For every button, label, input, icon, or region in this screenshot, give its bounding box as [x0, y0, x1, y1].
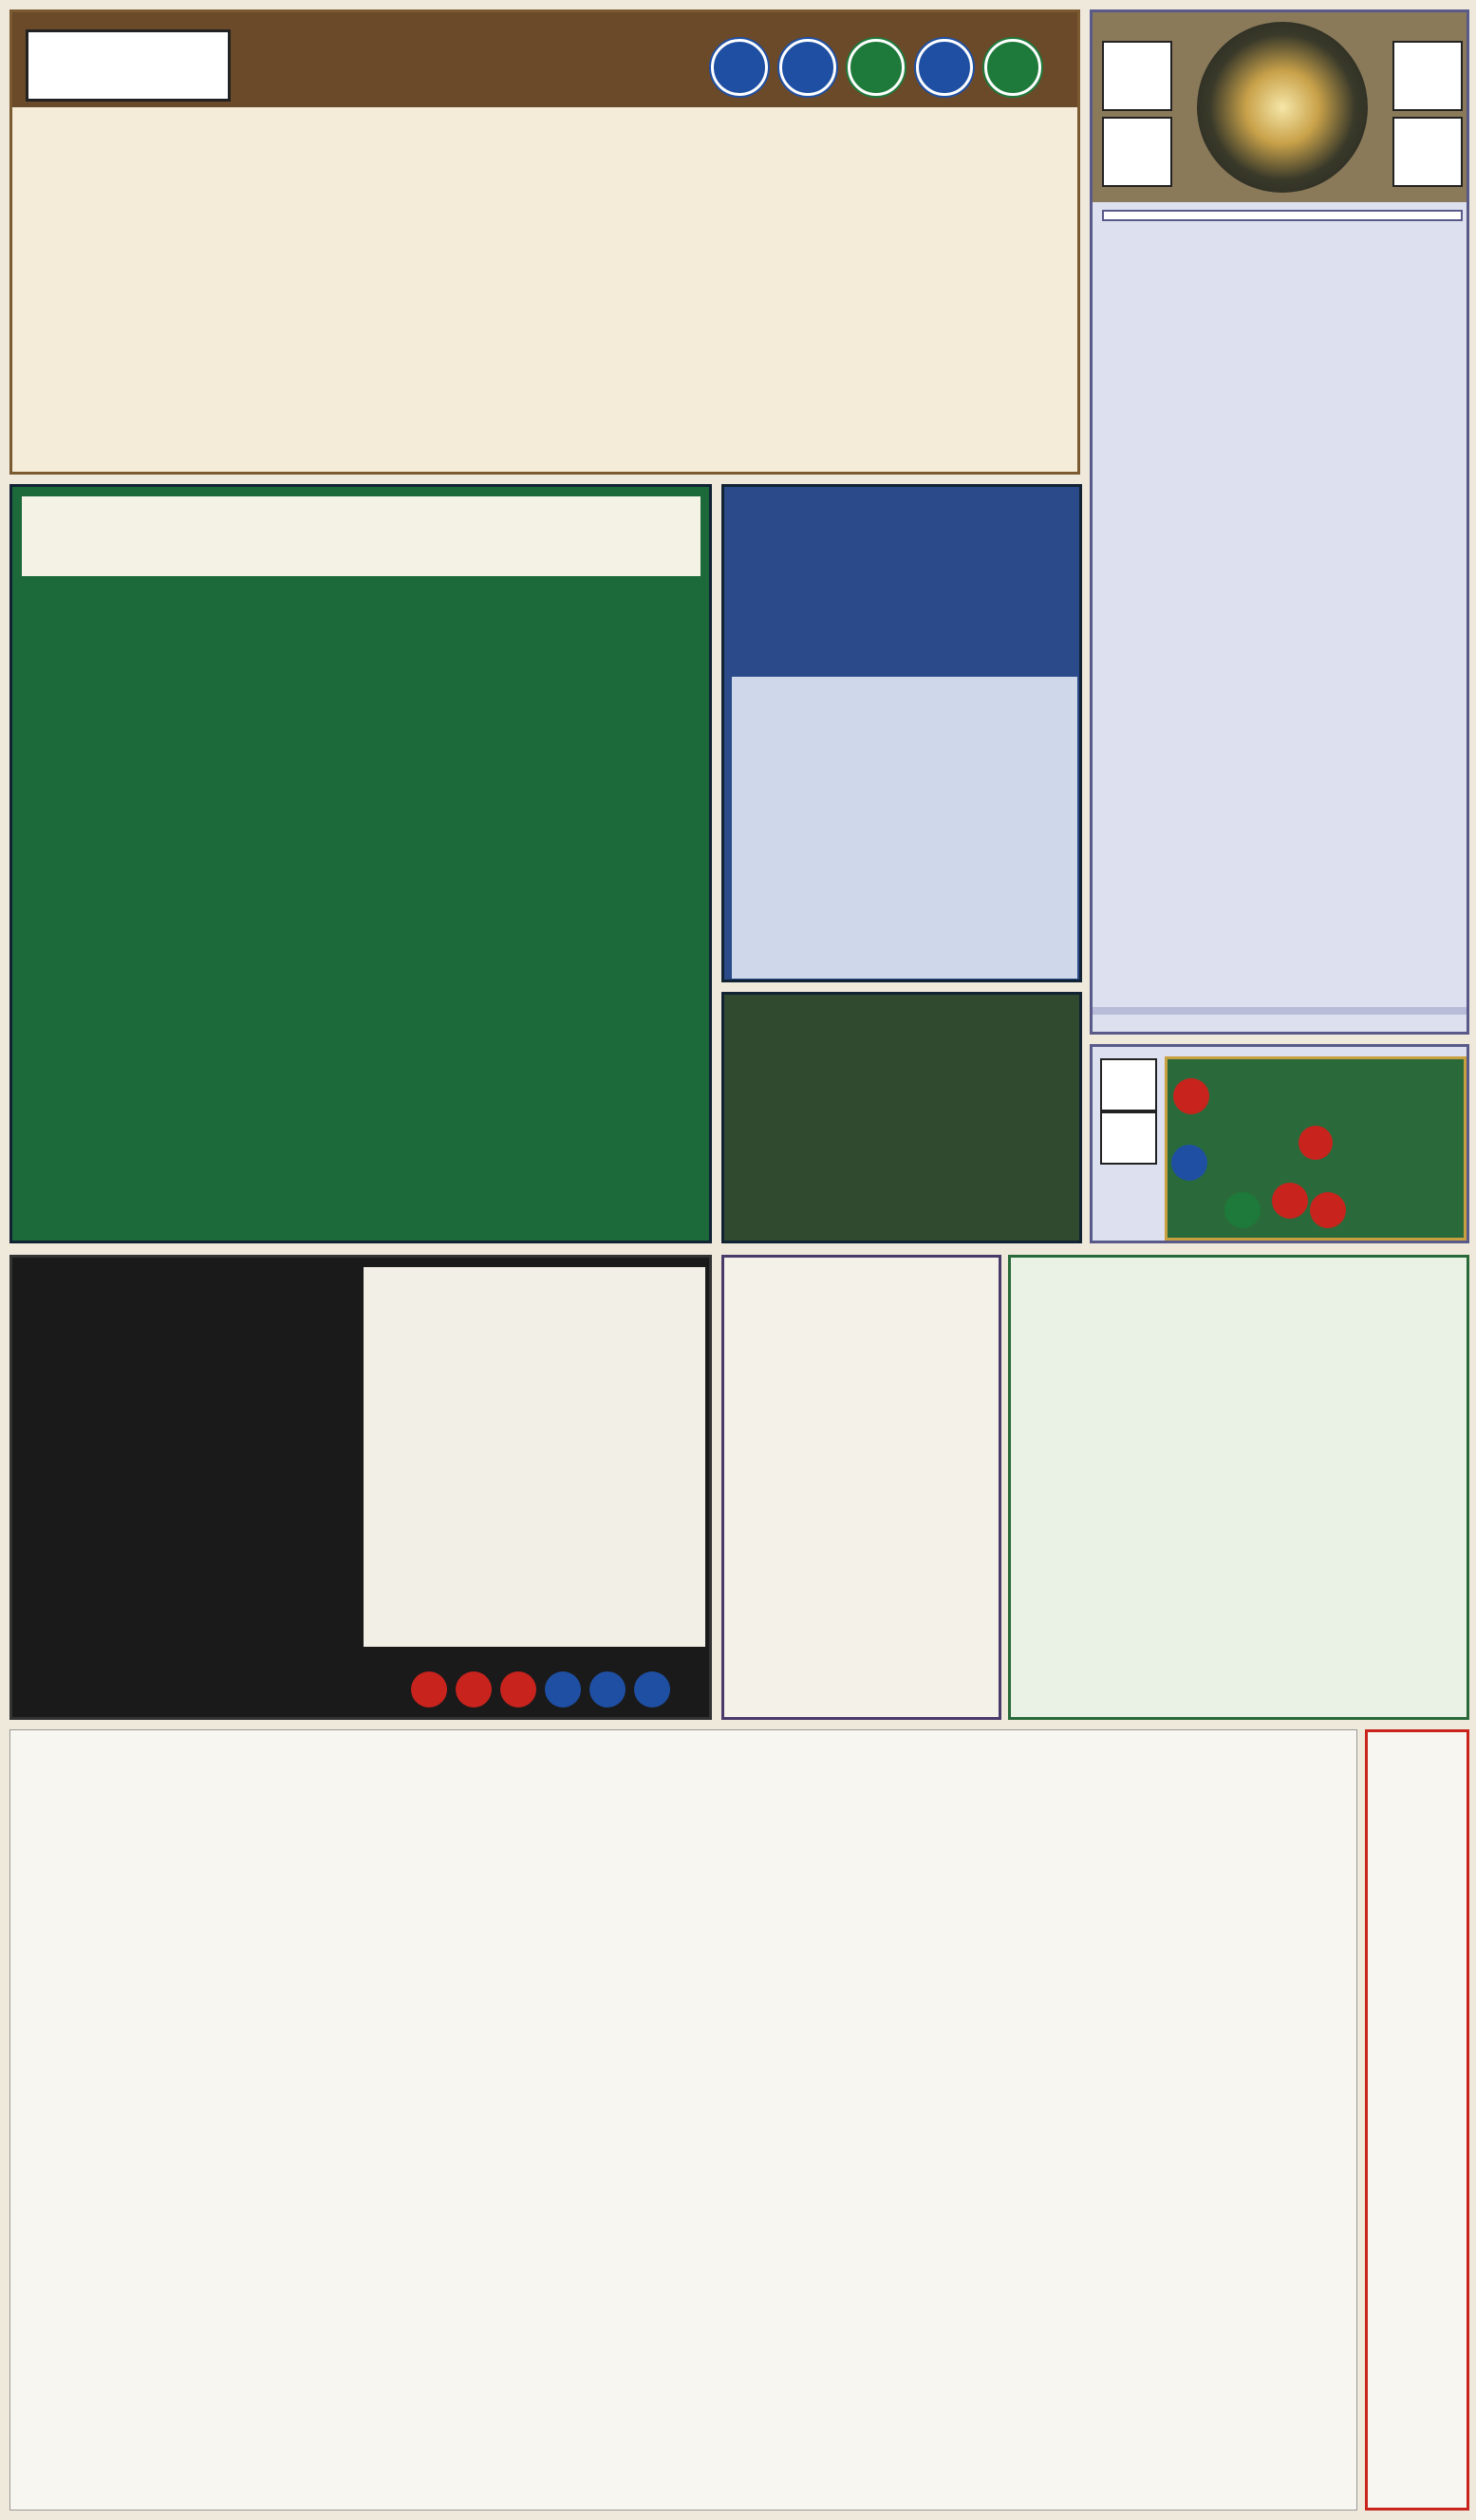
bazi-title-char-4 [1392, 117, 1463, 187]
tiantu-grid [364, 1267, 705, 1647]
dragon-gate-panel [721, 992, 1082, 1243]
tiantu-number [634, 1671, 670, 1708]
history-panel [9, 9, 1080, 475]
tiantu-numbers [411, 1671, 670, 1711]
buy-numbers [705, 39, 1047, 100]
buy-number [916, 39, 973, 96]
tiantu-number [456, 1671, 492, 1708]
tiantu-panel [9, 1255, 712, 1720]
bazi-title-char-3 [1392, 41, 1463, 111]
tiantu-number [589, 1671, 626, 1708]
right-banner [1365, 1729, 1469, 2511]
zodiac-panel [9, 484, 712, 1243]
bazi-compass-icon [1197, 22, 1368, 193]
zodiac-header [22, 496, 701, 576]
buy-number [984, 39, 1041, 96]
tema-label-2 [1100, 1111, 1157, 1165]
tema-number [1272, 1183, 1308, 1219]
liuhe-panel [721, 484, 1082, 982]
bazi-address [1093, 1007, 1467, 1015]
tema-label-3 [1100, 1165, 1153, 1201]
buy-number [779, 39, 836, 96]
tema-label-1 [1100, 1058, 1157, 1111]
tiantu-number [545, 1671, 581, 1708]
tiantu-number [411, 1671, 447, 1708]
bazi-title-char-2 [1102, 117, 1172, 187]
bazi-subtitle [1102, 210, 1463, 221]
tema-number [1173, 1078, 1209, 1114]
liuhe-grid [732, 677, 1077, 979]
horse-article-panel [721, 1255, 1001, 1720]
tema-number [1310, 1192, 1346, 1228]
tema-mid [1299, 1126, 1333, 1160]
tiantu-number [500, 1671, 536, 1708]
bazi-title-char-1 [1102, 41, 1172, 111]
tema-number [1224, 1192, 1261, 1228]
bazi-panel [1090, 9, 1469, 1035]
tema-label-4 [1100, 1201, 1153, 1237]
logo-box [26, 29, 231, 102]
tema-number [1171, 1145, 1207, 1181]
buy-number [848, 39, 905, 96]
tips-panel [1008, 1255, 1469, 1720]
tema-board [1165, 1056, 1467, 1241]
odds-area [9, 1729, 1357, 2511]
tema-panel [1090, 1044, 1469, 1243]
buy-number [711, 39, 768, 96]
